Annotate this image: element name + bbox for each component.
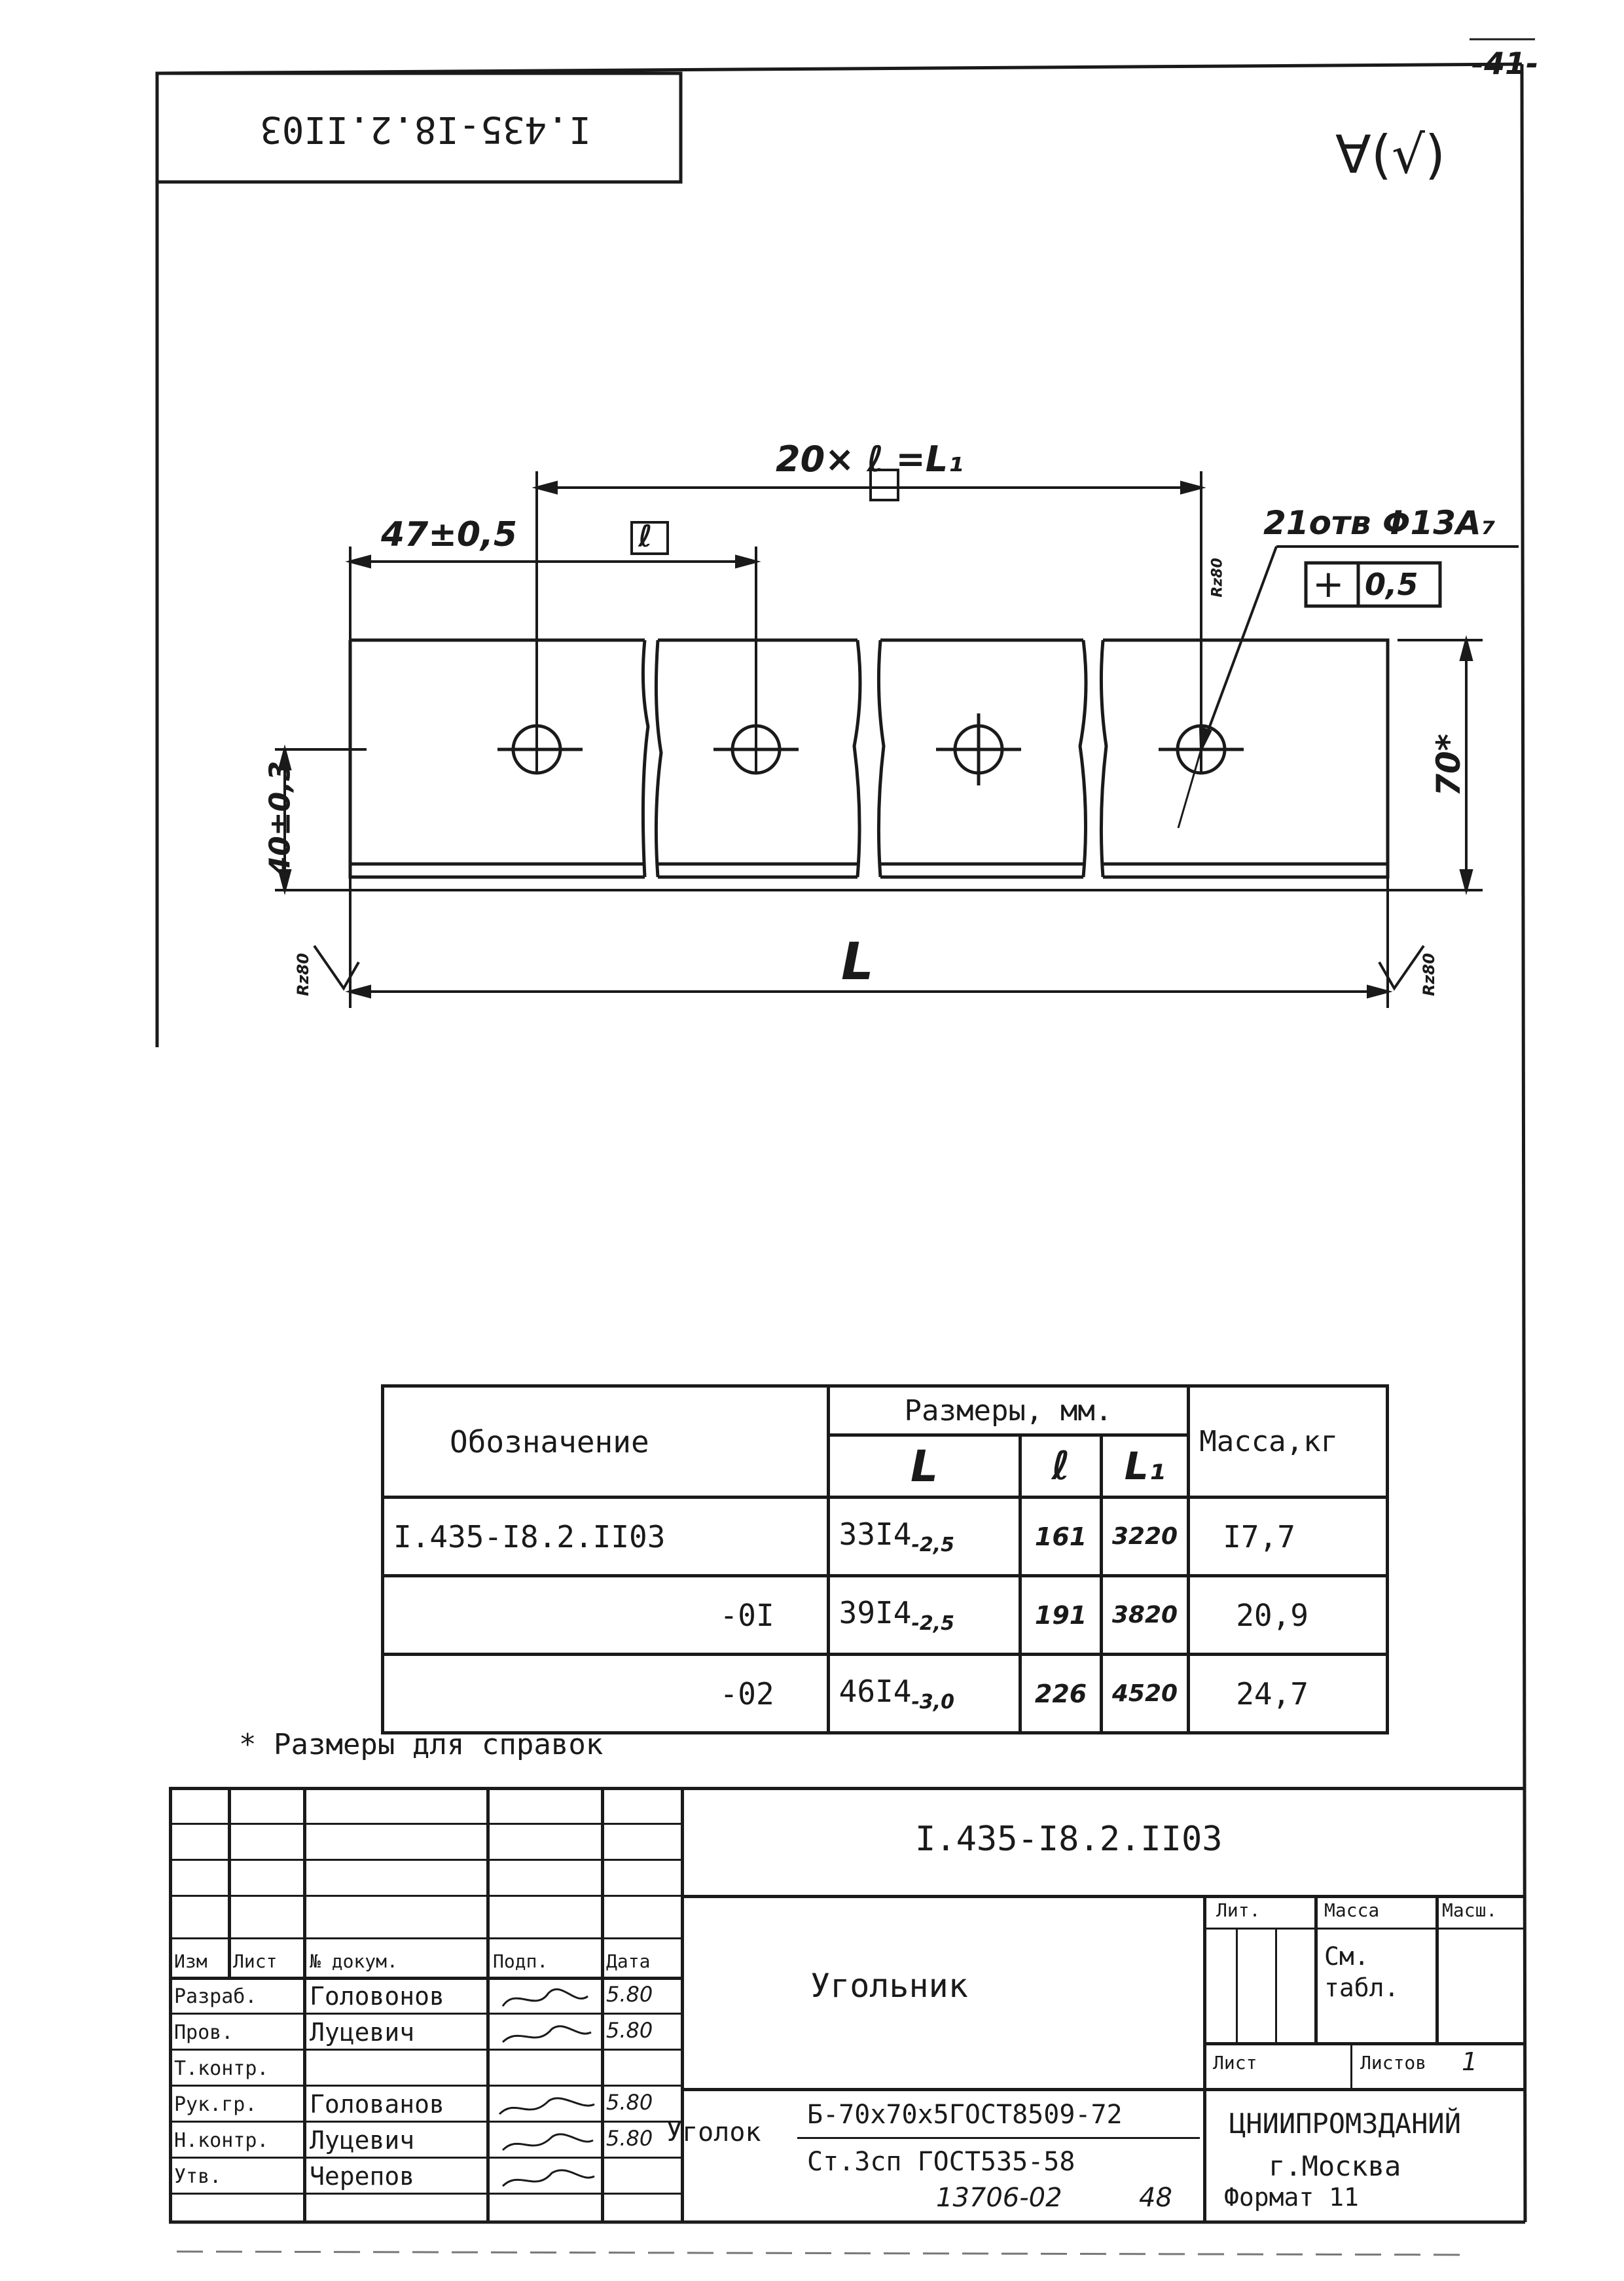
- row-L: $33I4_{-2,5}$: [828, 1498, 1020, 1576]
- sheet-number: -41-: [1471, 46, 1539, 81]
- roughness-hole: Rz80: [1209, 558, 1226, 598]
- row-L1: 4520: [1101, 1655, 1189, 1733]
- reference-note: * Размеры для справок: [239, 1728, 604, 1761]
- date-nkontr: 5.80: [606, 2126, 653, 2151]
- holes: [497, 713, 1244, 785]
- footer-inventory: 13706-02: [936, 2183, 1062, 2213]
- hdr-podp: Подп.: [493, 1950, 549, 1972]
- name-razrab: Головонов: [310, 1982, 444, 2011]
- signatures: [490, 1980, 601, 2196]
- tb-lit-label: Лит.: [1216, 1899, 1261, 1921]
- name-prov: Луцевич: [310, 2018, 415, 2047]
- row-L1: 3820: [1101, 1576, 1189, 1655]
- position-tolerance: 0,5: [1365, 567, 1418, 602]
- tb-sheets-value: 1: [1462, 2047, 1478, 2076]
- doc-code-top-text: I.435-I8.2.II03: [260, 108, 591, 151]
- position-symbol: +: [1312, 562, 1344, 606]
- tb-mass-label: Масса: [1324, 1899, 1380, 1921]
- hdr-ndoc: № докум.: [310, 1950, 398, 1972]
- tb-sheet-label: Лист: [1213, 2052, 1257, 2074]
- role-prov: Пров.: [174, 2021, 234, 2044]
- date-rukgr: 5.80: [606, 2090, 653, 2115]
- tb-doc-code: I.435-I8.2.II03: [915, 1820, 1223, 1859]
- tb-org-line1: ЦНИИПРОМЗДАНИЙ: [1229, 2108, 1462, 2140]
- row-designation: I.435-I8.2.II03: [383, 1498, 829, 1576]
- row-L: $39I4_{-2,5}$: [828, 1576, 1020, 1655]
- tb-material-line1: Б-70х70х5ГОСТ8509-72: [807, 2100, 1123, 2130]
- row-mass: 24,7: [1189, 1655, 1388, 1733]
- name-rukgr: Голованов: [310, 2090, 444, 2119]
- row-l: 161: [1020, 1498, 1101, 1576]
- dim-hole-height: 40±0,3: [263, 761, 297, 876]
- role-razrab: Разраб.: [174, 1985, 257, 2008]
- date-prov: 5.80: [606, 2018, 653, 2043]
- row-mass: 20,9: [1189, 1576, 1388, 1655]
- hdr-list: Лист: [233, 1950, 278, 1972]
- dim-edge: 47±0,5: [381, 515, 518, 554]
- role-tkontr: Т.контр.: [174, 2057, 269, 2080]
- tb-sheets-label: Листов: [1360, 2052, 1427, 2074]
- tb-scale-label: Масш.: [1442, 1899, 1498, 1921]
- date-razrab: 5.80: [606, 1982, 653, 2007]
- role-utv: Утв.: [174, 2165, 222, 2188]
- hole-callout: 21отв Φ13A₇: [1263, 504, 1496, 542]
- table-row: [383, 1655, 1388, 1733]
- dim-length: L: [841, 933, 874, 992]
- row-l: 191: [1020, 1576, 1101, 1655]
- tb-material-prefix: Уголок: [666, 2117, 761, 2147]
- table-row: [383, 1498, 1388, 1576]
- name-nkontr: Луцевич: [310, 2126, 415, 2155]
- title-block: [169, 1787, 1525, 2222]
- col-mass-header: Масса,кг: [1189, 1386, 1388, 1498]
- footer-page: 48: [1139, 2183, 1172, 2213]
- role-rukgr: Рук.гр.: [174, 2093, 257, 2116]
- roughness-left: Rz80: [293, 953, 312, 996]
- row-designation: -0I: [383, 1576, 829, 1655]
- col-designation-header: Обозначение: [383, 1386, 829, 1498]
- roughness-mark: ∀(√): [1335, 124, 1446, 185]
- footer-format: Формат 11: [1224, 2183, 1359, 2212]
- tb-part-name: Угольник: [810, 1967, 968, 2005]
- dim-pitch: ℓ: [638, 518, 653, 554]
- roughness-right: Rz80: [1419, 953, 1438, 996]
- tb-material-line2: Ст.3сп ГОСТ535-58: [807, 2147, 1075, 2177]
- tb-mass-value: См. табл.: [1324, 1942, 1399, 2002]
- hdr-izm: Изм: [174, 1950, 208, 1972]
- col-dimensions-header: Размеры, мм.: [828, 1386, 1189, 1435]
- col-L-header: L: [828, 1435, 1020, 1498]
- dim-height: 70*: [1429, 734, 1468, 797]
- name-utv: Черепов: [310, 2162, 415, 2191]
- col-l-header: ℓ: [1020, 1435, 1101, 1498]
- row-designation: -02: [383, 1655, 829, 1733]
- hdr-data: Дата: [606, 1950, 651, 1972]
- col-L1-header: L₁: [1101, 1435, 1189, 1498]
- tb-org-line2: г.Москва: [1269, 2150, 1401, 2182]
- table-row: [383, 1576, 1388, 1655]
- row-mass: I7,7: [1189, 1498, 1388, 1576]
- row-L1: 3220: [1101, 1498, 1189, 1576]
- row-l: 226: [1020, 1655, 1101, 1733]
- role-nkontr: Н.контр.: [174, 2129, 269, 2152]
- row-L: $46I4_{-3,0}$: [828, 1655, 1020, 1733]
- spec-table: [381, 1384, 1389, 1734]
- dim-pitch-total: 20× ℓ =L₁: [776, 439, 964, 480]
